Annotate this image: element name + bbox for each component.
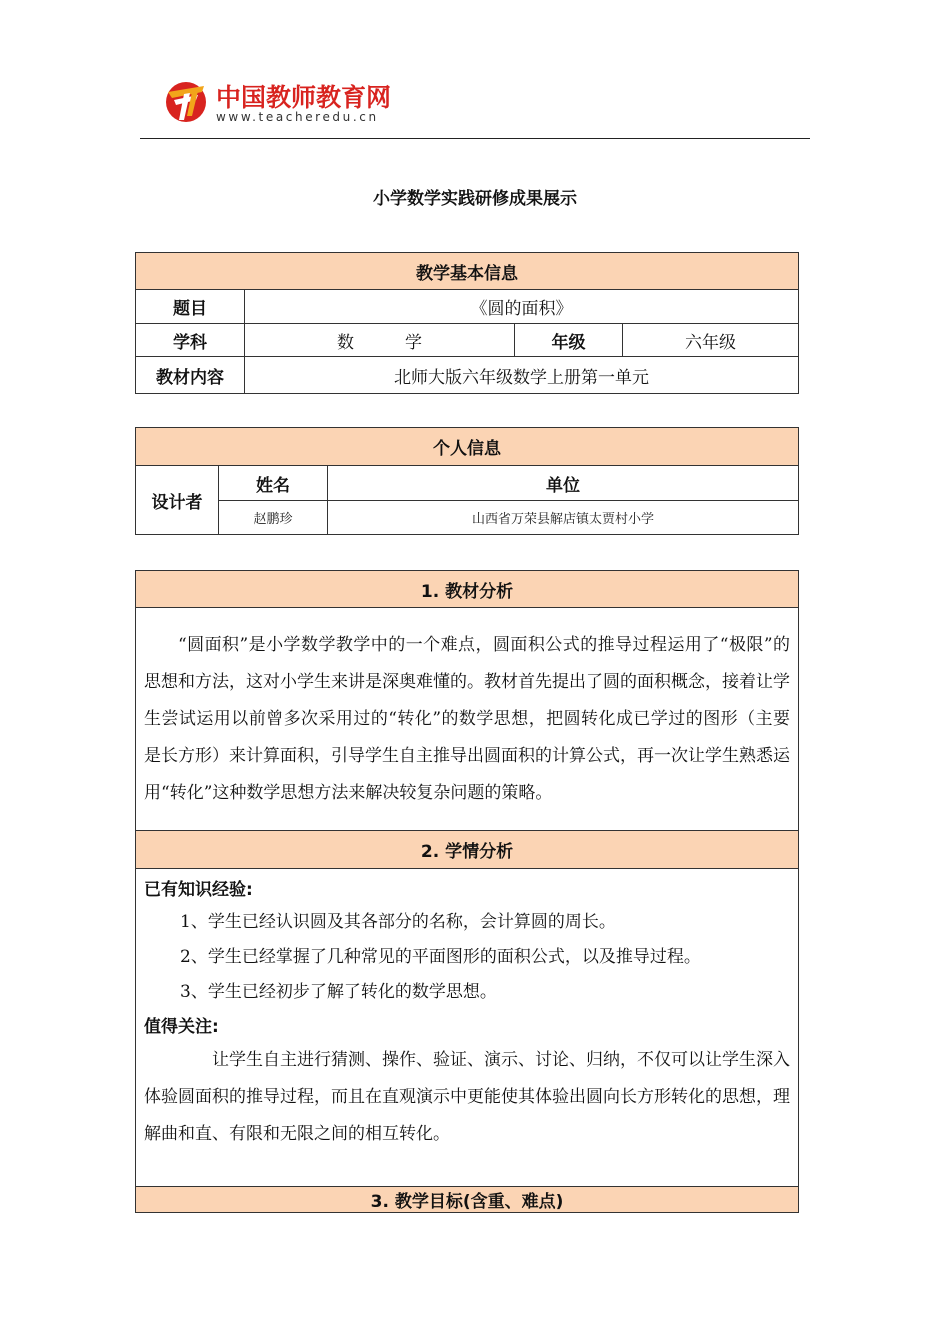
designer-label: 设计者 [136,466,219,535]
analysis-table [135,570,799,1213]
section-3-header: 3. 教学目标(含重、难点) [136,1187,799,1213]
prior-knowledge-heading: 已有知识经验: [144,880,253,900]
teacheredu-logo-icon [162,76,210,124]
subject-value: 数 学 [245,324,515,357]
subject-label: 学科 [136,324,245,357]
designer-name: 赵鹏珍 [219,501,328,535]
unit-header: 单位 [328,466,799,501]
material-value: 北师大版六年级数学上册第一单元 [245,357,799,394]
grade-label: 年级 [515,324,623,357]
basic-info-header: 教学基本信息 [136,253,799,290]
section-1-body [136,608,799,831]
grade-value: 六年级 [623,324,799,357]
basic-info-table [135,252,799,394]
list-item: 1、学生已经认识圆及其各部分的名称，会计算圆的周长。 [180,912,616,932]
material-label: 教材内容 [136,357,245,394]
designer-unit: 山西省万荣县解店镇太贾村小学 [328,501,799,535]
page-header [140,70,810,139]
list-item: 3、学生已经初步了解了转化的数学思想。 [180,982,497,1002]
personal-info-table [135,427,799,535]
topic-value: 《圆的面积》 [245,290,799,324]
list-item: 2、学生已经掌握了几种常见的平面图形的面积公式，以及推导过程。 [180,947,701,967]
logo-title: 中国教师教育网 [216,83,392,112]
attention-heading: 值得关注: [144,1017,219,1037]
personal-info-header: 个人信息 [136,428,799,466]
section-1-header: 1. 教材分析 [136,571,799,608]
logo-url: www.teacheredu.cn [216,110,379,124]
topic-label: 题目 [136,290,245,324]
document-title: 小学数学实践研修成果展示 [373,189,577,209]
attention-text: 让学生自主进行猜测、操作、验证、演示、讨论、归纳，不仅可以让学生深入体验圆面积的推导过程，而且在直观演示中更能使其体验出圆向长方形转化的思想，理解曲和直、有限和无限之间的相互转化。 [144,1050,790,1144]
section-2-body [136,869,799,1187]
textbook-analysis-text: “圆面积”是小学数学教学中的一个难点，圆面积公式的推导过程运用了“极限”的思想和方法，这对小学生来讲是深奥难懂的。教材首先提出了圆的面积概念，接着让学生尝试运用以前曾多次采用过的“转化”的数学思想，把圆转化成已学过的图形（主要是长方形）来计算面积，引导学生自主推导出圆面积的计算公式，再一次让学生熟悉运用“转化”这种数学思想方法来解决较复杂问题的策略。 [144,634,790,803]
name-header: 姓名 [219,466,328,501]
section-2-header: 2. 学情分析 [136,831,799,869]
